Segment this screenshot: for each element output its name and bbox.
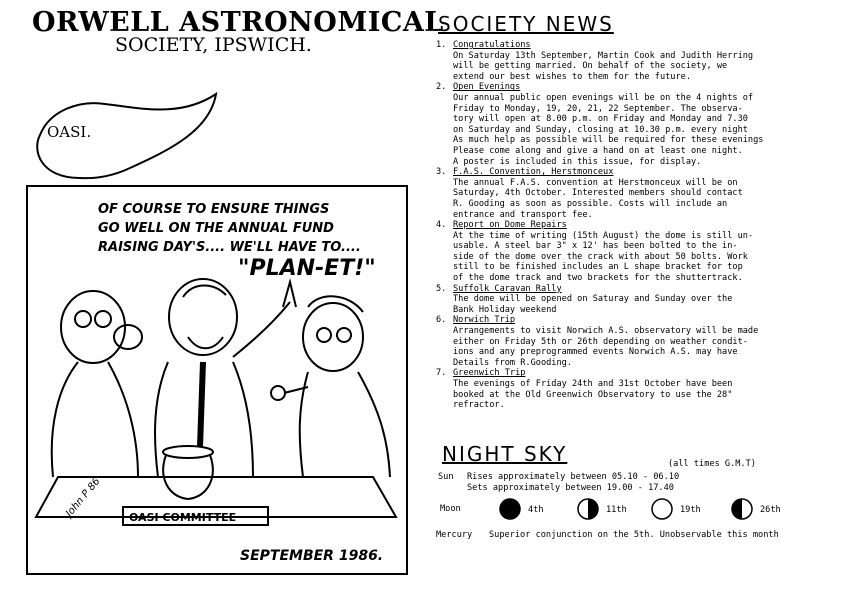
news-item-title: Open Evenings: [453, 82, 521, 93]
news-item-body: The annual F.A.S. convention at Herstmonceux will be on Saturday, 4th October. Interested members should contact R. Gooding as soon as possible. Costs will include an entrance and transport fee.: [453, 177, 743, 220]
night-sky-heading: NIGHT SKY: [442, 442, 568, 466]
news-item-body: Our annual public open evenings will be on the 4 nights of Friday to Monday, 19, 20, 21, 22 September. The observa- tory will open at 8.00 p.m. on Friday and Monday and 7.30 on Saturday and Sunday, closing at 10.30 p.m. every night As much help as possible will be required for these evenings Please come along and give a hand on at least one night. A poster is included in this issue, for display.: [453, 92, 764, 167]
news-item-body: On Saturday 13th September, Martin Cook and Judith Herring will be getting married. On behalf of the society, we extend our best wishes to them for the future.: [453, 50, 754, 82]
moon-first-quarter-icon: [576, 497, 600, 521]
news-item-number: 5.: [436, 283, 447, 294]
news-item: [436, 40, 831, 82]
moon-full-icon: [650, 497, 674, 521]
news-item-number: 4.: [436, 220, 447, 231]
news-item-body: The dome will be opened on Saturay and Sunday over the Bank Holiday weekend: [453, 294, 733, 315]
artist-signature: John P 86: [64, 476, 103, 520]
moon-phase-new: [498, 497, 544, 525]
news-item-body: The evenings of Friday 24th and 31st October have been booked at the Old Greenwich Observatory to use the 28" refractor.: [453, 379, 733, 411]
news-item-title: Congratulations: [453, 40, 531, 50]
news-item-number: 7.: [436, 368, 447, 379]
mercury-label: Mercury: [436, 530, 473, 540]
mercury-text: Superior conjunction on the 5th. Unobservable this month: [489, 530, 779, 540]
news-item: [436, 82, 831, 167]
news-item-number: 3.: [436, 167, 447, 178]
moon-phase-label: 26th: [760, 505, 781, 515]
moon-phase-label: 4th: [528, 505, 544, 515]
news-item-title: Suffolk Caravan Rally: [453, 283, 562, 294]
news-item-title: Greenwich Trip: [453, 368, 526, 379]
news-item: [436, 284, 831, 316]
speech-line-1: OF COURSE TO ENSURE THINGS: [98, 202, 330, 217]
news-item-number: 6.: [436, 315, 447, 326]
logo-text: OASI.: [47, 123, 92, 141]
committee-plaque: OASI COMMITTEE: [129, 511, 237, 524]
news-item: [436, 368, 831, 410]
moon-phase-label: 19th: [680, 505, 701, 515]
news-item-body: Arrangements to visit Norwich A.S. observatory will be made either on Friday 5th or 26th depending on weather condit- ions and any preprogrammed events Norwich A.S. may have Details from R.Gooding.: [453, 326, 759, 368]
masthead-title: ORWELL ASTRONOMICAL: [32, 7, 444, 38]
news-item: [436, 220, 831, 284]
speech-emphasis: "PLAN-ET!": [238, 256, 376, 281]
moon-phase-first-quarter: [576, 497, 627, 525]
news-item-title: Report on Dome Repairs: [453, 220, 567, 231]
moon-phase-last-quarter: [730, 497, 781, 525]
news-item-number: 1.: [436, 40, 447, 50]
moon-label: Moon: [440, 504, 461, 514]
sun-label: Sun: [438, 472, 454, 482]
news-item-title: Norwich Trip: [453, 315, 516, 326]
society-news-list: [436, 40, 831, 411]
news-item-body: At the time of writing (15th August) the dome is still un- usable. A steel bar 3" x 12' has been bolted to the in- side of the dome over the crack with about 50 bolts. Work still to be finished includes an L shape bracket for top of the dome track and two brackets for the shuttertrack.: [453, 230, 754, 284]
moon-phase-full: [650, 497, 701, 525]
masthead-subtitle: SOCIETY, IPSWICH.: [115, 34, 312, 56]
cartoon-date: SEPTEMBER 1986.: [240, 548, 384, 564]
moon-last-quarter-icon: [730, 497, 754, 521]
moon-phase-label: 11th: [606, 505, 627, 515]
speech-line-2: GO WELL ON THE ANNUAL FUND: [98, 221, 334, 236]
sun-rise-text: Rises approximately between 05.10 - 06.10: [467, 472, 680, 482]
society-news-heading: SOCIETY NEWS: [438, 12, 614, 36]
gmt-note: (all times G.M.T): [668, 459, 756, 469]
news-item-number: 2.: [436, 82, 447, 93]
moon-new-icon: [498, 497, 522, 521]
news-item: [436, 167, 831, 220]
speech-line-3: RAISING DAY'S.... WE'LL HAVE TO....: [98, 240, 361, 255]
news-item: [436, 315, 831, 368]
sun-set-text: Sets approximately between 19.00 - 17.40: [467, 483, 674, 493]
news-item-title: F.A.S. Convention, Herstmonceux: [453, 167, 614, 178]
